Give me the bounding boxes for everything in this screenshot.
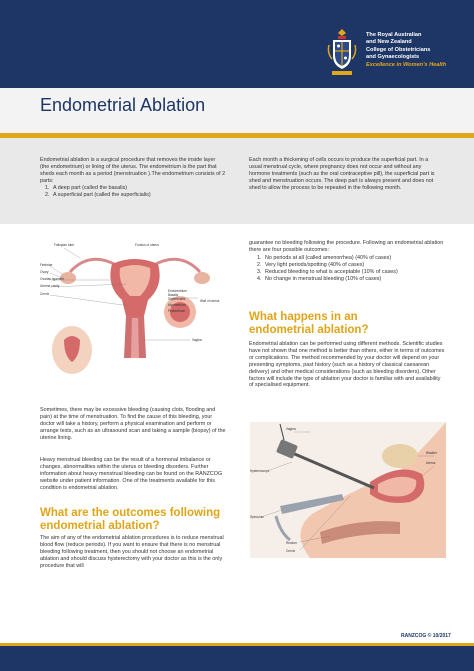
label-uterus: Uterus <box>426 461 436 465</box>
hysteroscopy-illustration <box>250 422 446 558</box>
label-wall-of-uterus: Wall of uterus <box>200 299 220 303</box>
label-endometrium: Endometrium <box>168 289 187 293</box>
uterus-anatomy-illustration <box>40 240 230 378</box>
list-item: 1. A deep part (called the basalis) <box>51 185 226 192</box>
list-item: 4. No change in menstrual bleeding (10% of cases) <box>263 276 445 283</box>
label-perimetrium: Perimetrium <box>168 309 186 313</box>
endometrium-parts-list <box>51 185 226 199</box>
what-happens-body: Endometrial ablation can be performed using different methods. Scientific studies have not shown that one method is better than others, either in terms of outcomes or complications. The method recommended by your doctor will depend on your presenting symptoms, past history (such as a history of classical caesarean delivery) and other medical considerations (such as bleeding disorders). Other factors will include the type of ablation your doctor is familiar with and availability of specialised equipment. <box>249 341 445 389</box>
heading-outcomes: What are the outcomes following endometrial ablation? <box>40 507 221 532</box>
label-cervix: Cervix <box>286 549 296 553</box>
footer-band <box>0 646 474 671</box>
college-crest-icon <box>327 27 357 77</box>
outcomes-list-block: guarantee no bleeding following the procedure. Following an endometrial ablation there are four possible outcomes: 1. No periods at all (called amenorrhea) (40% of cases) 2. Very light periods/spotting (40% of cases) 3. Reduced bleeding to what is acceptable (10% of cases) 4. No change in menstrual bleeding (10% of cases) <box>249 240 445 282</box>
list-item: 1. No periods at all (called amenorrhea) (40% of cases) <box>263 255 445 262</box>
intro-right-text: Each month a thickening of cells occurs to produce the superficial part. In a usual menstrual cycle, where pregnancy does not occur and without any hormone treatments (such as the oral contraceptive pill), the superficial part is shed and menstruation occurs. The deep part is always present and does not shed to allow the process to be repeated in the following month. <box>249 157 435 191</box>
label-fallopian-tube: Fallopian tube <box>54 243 75 247</box>
college-name: The Royal Australian and New Zealand College of Obstetricians and Gynaecologists Excellence in Women's Health <box>366 32 447 68</box>
label-bladder: Bladder <box>426 451 437 455</box>
list-item: 2. Very light periods/spotting (40% of cases) <box>263 262 445 269</box>
outcomes-list <box>263 255 445 283</box>
footer-copyright: RANZCOG © 10/2017 <box>401 633 451 639</box>
label-hysteroscope: Hysteroscope <box>250 469 270 473</box>
label-ovarian-ligament: Ovarian ligament <box>40 277 65 281</box>
heading-what-happens: What happens in an endometrial ablation? <box>249 311 369 336</box>
label-speculum: Speculum <box>250 515 265 519</box>
label-ovary: Ovary <box>40 270 49 274</box>
list-item: 3. Reduced bleeding to what is acceptable (10% of cases) <box>263 269 445 276</box>
label-vagina: Vagina <box>286 427 296 431</box>
label-rectum: Rectum <box>286 541 297 545</box>
page-title: Endometrial Ablation <box>40 95 206 115</box>
label-superficialis: Superficialis <box>168 297 186 301</box>
label-uterine-cavity: Uterine cavity <box>40 284 60 288</box>
label-myometrium: Myometrium <box>168 303 186 307</box>
label-fundus: Fundus of uterus <box>135 243 159 247</box>
intro-left-text: Endometrial ablation is a surgical procedure that removes the inside layer (the endometrium) or lining of the uterus. The endometrium is the part that sheds each month as a period (menstruation ).The endometrium consists of 2 parts: 1. A deep part (called the basalis) 2. A superficial part (called the superficialis) <box>40 157 226 198</box>
label-basalis: Basalis <box>168 293 179 297</box>
tagline: Excellence in Women's Health <box>366 61 447 68</box>
label-vagina: Vagina <box>192 338 202 342</box>
outcomes-body: The aim of any of the endometrial ablation procedures is to reduce menstrual blood flow (reduce periods). If you want to ensure that there is no menstrual bleeding following treatment, then you should not choose an endometrial ablation and should discuss hysterectomy with your doctor as this is the only procedure that will <box>40 535 224 569</box>
label-cervix: Cervix <box>40 292 50 296</box>
heavy-bleeding-paragraph: Heavy menstrual bleeding can be the result of a hormonal imbalance or changes, abnormalities within the uterus or bleeding disorders. Further information about heavy menstrual bleeding can be found on the RANZCOG website under patient information. One of the treatments available for this condition is endometrial ablation. <box>40 457 223 491</box>
excessive-bleeding-paragraph: Sometimes, there may be excessive bleeding (causing clots, flooding and pain) at the time of menstruation. To find the cause of this bleeding, your doctor will take a history, perform a physical examination and perform or arrange tests, such as an ultrasound scan and taking a sample (biopsy) of the uterine lining. <box>40 407 226 441</box>
label-fimbriae: Fimbriae <box>40 263 53 267</box>
list-item: 2. A superficial part (called the superficialis) <box>51 192 226 199</box>
